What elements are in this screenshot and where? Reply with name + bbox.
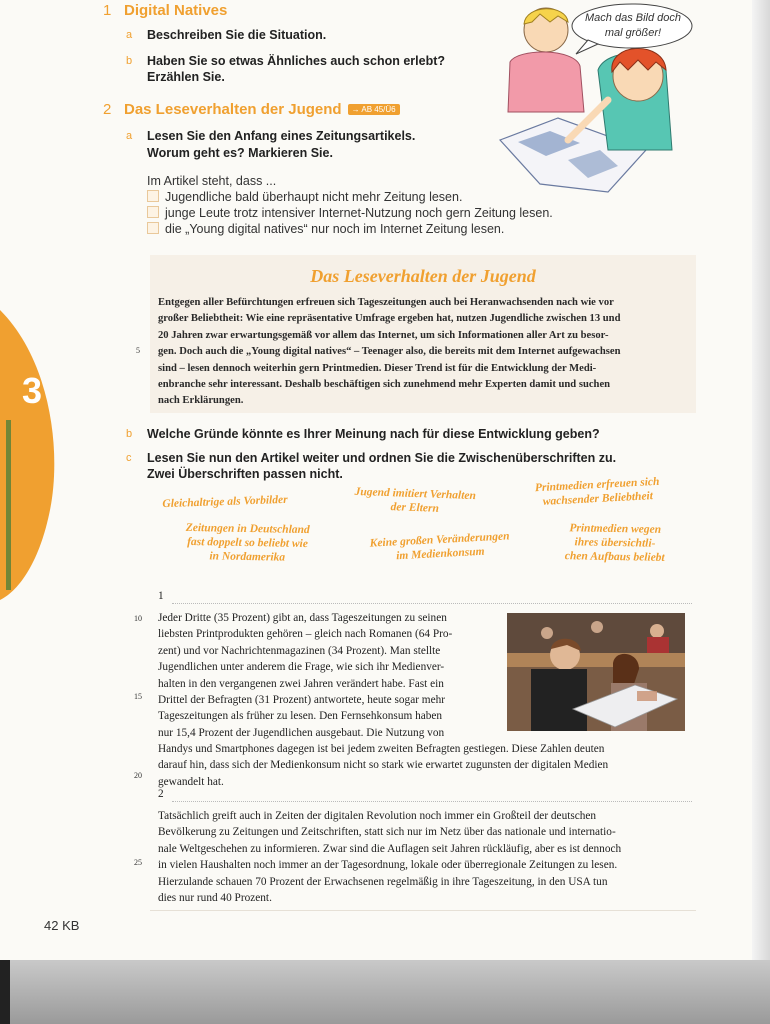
text-line: Tageszeitungen als früher zu lesen. Den Fernsehkonsum haben <box>158 710 443 723</box>
heading-option[interactable] <box>160 520 336 565</box>
speech-line-1: Mach das Bild doch <box>585 12 681 24</box>
task-2a-line2: Worum geht es? Markieren Sie. <box>147 146 333 160</box>
line-number-25: 25 <box>134 858 142 867</box>
article-line: enbranche sehr interessant. Deshalb beschäftigen sich zunehmend mehr Experten damit und suchen <box>158 379 611 391</box>
gap-line <box>172 603 692 604</box>
text-line: Jugendlichen unter anderem die Frage, wie sich ihr Medienver- <box>158 661 445 674</box>
task-1a-letter: a <box>126 29 133 41</box>
heading-option[interactable] <box>509 473 685 510</box>
text-line: Drittel der Befragten (31 Prozent) antwortete, heute sogar mehr <box>158 694 446 707</box>
heading-option[interactable] <box>540 521 691 566</box>
heading-option-line: Keine großen Veränderungen <box>369 530 510 550</box>
text-line: gewandelt hat. <box>158 775 224 788</box>
article-line: großer Beliebtheit: Wie eine repräsentative Umfrage ergeben hat, nutzen Jugendliche zwischen 13 und <box>158 313 621 325</box>
section2-heading <box>124 101 400 119</box>
option-2[interactable] <box>147 205 553 221</box>
option-1[interactable] <box>147 189 462 205</box>
heading-option-line: Gleichaltrige als Vorbilder <box>162 493 288 511</box>
text-line: Bevölkerung zu Zeitungen und Zeitschriften, statt sich nur im Netz über das nationale und internatio- <box>158 826 616 839</box>
heading-option-line: Printmedien erfreuen sich <box>534 475 660 495</box>
option-1-label: Jugendliche bald überhaupt nicht mehr Zeitung lesen. <box>165 190 463 204</box>
heading-option-line: der Eltern <box>390 501 440 515</box>
task-b-text: Welche Gründe könnte es Ihrer Meinung nach für diese Entwicklung geben? <box>147 427 600 441</box>
part1-narrow-text <box>158 610 496 741</box>
text-line: dies nur rund 40 Prozent. <box>158 892 272 905</box>
text-line: darauf hin, dass sich der Medienkonsum nicht so stark wie erwartet zugunsten der digitalen Medien <box>158 759 609 772</box>
chapter-number: 3 <box>22 370 43 411</box>
task-2a-line1: Lesen Sie den Anfang eines Zeitungsartikels. <box>147 129 416 143</box>
article-line: 20 Jahren zwar erwartungsgemäß vor allem das Internet, um sich Informationen aller Art zu besor- <box>158 329 609 341</box>
line-number-10: 10 <box>134 614 142 623</box>
text-line: nur 15,4 Prozent der Jugendlichen ausgebaut. Die Nutzung von <box>158 726 445 739</box>
heading-option-line: fast doppelt so beliebt wie <box>187 535 308 551</box>
option-1-checkbox[interactable] <box>147 190 159 202</box>
article-line: sind – lesen dennoch weiterhin gern Printmedien. Dieser Trend ist für die Entwicklung der Medi- <box>158 362 597 374</box>
heading-option-line: in Nordamerika <box>209 550 286 564</box>
page-footer <box>44 918 79 933</box>
text-line: zent) und vor Nachrichtenmagazinen (34 Prozent). Man stellte <box>158 644 441 657</box>
text-line: liebsten Printprodukten gehören – gleich nach Romanen (64 Pro- <box>158 628 453 641</box>
text-line: in vielen Haushalten noch immer an der Tagesordnung, lokale oder überregionale Zeitungen zu lesen. <box>158 859 618 872</box>
speech-line-2: mal größer! <box>604 27 662 39</box>
heading-option-line: chen Aufbaus beliebt <box>564 550 665 564</box>
option-3-label: die „Young digital natives“ nur noch im Internet Zeitung lesen. <box>165 222 505 236</box>
line-number-5: 5 <box>136 346 140 355</box>
heading-option[interactable] <box>344 528 535 566</box>
task-c-letter: c <box>126 452 132 464</box>
option-2-checkbox[interactable] <box>147 206 159 218</box>
section2-title: Das Leseverhalten der Jugend <box>124 101 342 118</box>
article-intro <box>158 295 688 410</box>
heading-option-line: Printmedien wegen <box>569 522 662 536</box>
heading-option-line: wachsender Beliebtheit <box>542 490 654 508</box>
section1-title: Digital Natives <box>124 2 228 19</box>
option-3[interactable] <box>147 221 504 237</box>
options-lead: Im Artikel steht, dass ... <box>147 174 277 188</box>
part2-text <box>158 808 686 906</box>
page-number: 42 <box>44 918 59 933</box>
chapter-marker <box>0 300 70 600</box>
article-line: Entgegen aller Befürchtungen erfreuen sich Tageszeitungen auch bei Heranwachsenden nach wie vor <box>158 297 614 308</box>
article-title: Das Leseverhalten der Jugend <box>310 266 536 286</box>
task-c-line1: Lesen Sie nun den Artikel weiter und ordnen Sie die Zwischenüberschriften zu. <box>147 451 617 465</box>
task-c-line2: Zwei Überschriften passen nicht. <box>147 467 343 481</box>
heading-option[interactable] <box>330 484 501 518</box>
heading-option-line: Jugend imitiert Verhalten <box>354 485 477 503</box>
speech-bubble-text <box>578 11 688 41</box>
text-line: Tatsächlich greift auch in Zeiten der digitalen Revolution noch immer ein Großteil der deutschen <box>158 810 597 822</box>
option-2-label: junge Leute trotz intensiver Internet-Nutzung noch gern Zeitung lesen. <box>165 206 553 220</box>
page-edge-shadow <box>752 0 770 960</box>
section2-number: 2 <box>103 101 112 118</box>
line-number-20: 20 <box>134 771 142 780</box>
heading-option-line: im Medienkonsum <box>395 545 485 563</box>
scan-bottom-strip <box>0 960 770 1024</box>
scan-bottom-edge <box>0 960 10 1024</box>
part2-label: 2 <box>158 788 164 800</box>
task-1b-letter: b <box>126 55 133 67</box>
heading-option-line: ihres übersichtli- <box>574 536 656 550</box>
article-line: nach Erklärungen. <box>158 395 244 407</box>
task-1b-line2: Erzählen Sie. <box>147 70 225 84</box>
section1-number: 1 <box>103 2 112 19</box>
text-line: Handys und Smartphones dagegen ist bei jedem zweiten Befragten gestiegen. Diese Zahlen deuten <box>158 743 605 755</box>
gap-line <box>172 801 692 802</box>
heading-option[interactable] <box>140 492 310 512</box>
heading-option-line: Zeitungen in Deutschland <box>185 521 310 537</box>
workbook-reference-badge[interactable]: → AB 45/Ü6 <box>348 104 400 115</box>
part1-label: 1 <box>158 590 164 602</box>
text-line: Jeder Dritte (35 Prozent) gibt an, dass Tageszeitungen zu seinen <box>158 612 447 624</box>
students-reading-photo <box>507 613 685 731</box>
task-b-letter: b <box>126 428 133 440</box>
text-line: Hierzulande schauen 70 Prozent der Erwachsenen regelmäßig in ihre Tageszeitung, in den USA tun <box>158 875 608 888</box>
article-line: gen. Doch auch die „Young digital natives“ – Teenager also, die bereits mit dem Internet aufgewachsen <box>158 346 621 358</box>
task-1a-text: Beschreiben Sie die Situation. <box>147 28 327 42</box>
line-number-15: 15 <box>134 692 142 701</box>
option-3-checkbox[interactable] <box>147 222 159 234</box>
task-2a-letter: a <box>126 130 133 142</box>
text-line: nale Weltgeschehen zu informieren. Zwar sind die Auflagen seit Jahren rückläufig, aber es ist dennoch <box>158 842 622 855</box>
task-1b-line1: Haben Sie so etwas Ähnliches auch schon erlebt? <box>147 54 445 68</box>
page-label: KB <box>62 918 80 933</box>
text-line: halten in den vergangenen zwei Jahren verändert habe. Fast ein <box>158 677 444 690</box>
part1-wide-text <box>158 741 686 790</box>
part2-bottom-rule <box>150 910 696 911</box>
